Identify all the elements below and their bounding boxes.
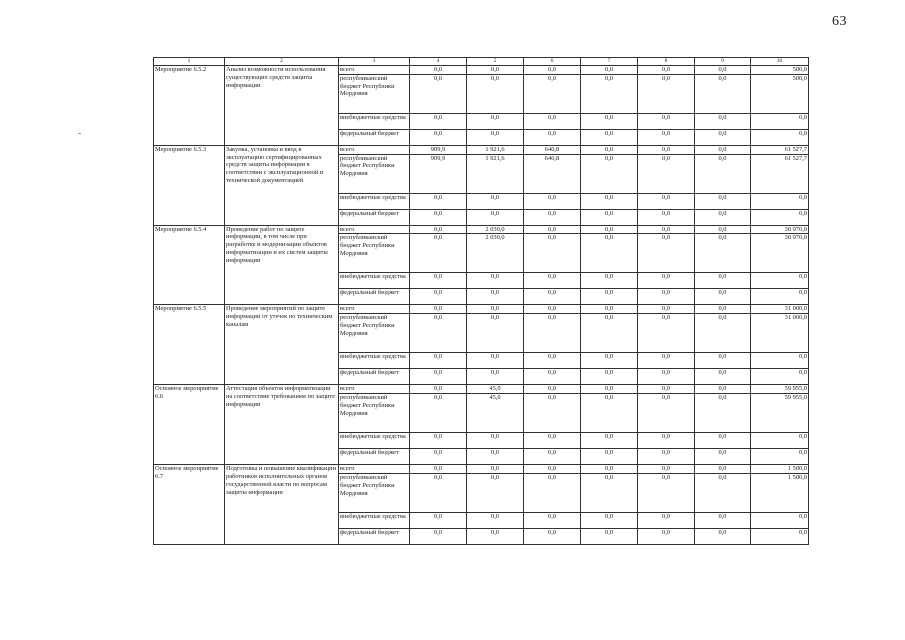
value-cell-col-4: 0,0 <box>410 512 467 528</box>
value-cell-col-6: 0,0 <box>524 394 581 433</box>
value-cell-col-6: 0,0 <box>524 289 581 305</box>
value-cell-col-9: 0,0 <box>695 385 751 394</box>
value-cell-col-6: 0,0 <box>524 433 581 449</box>
value-cell-col-6: 0,0 <box>524 314 581 353</box>
value-cell-col-5: 45,0 <box>467 394 524 433</box>
value-cell-col-9: 0,0 <box>695 305 751 314</box>
value-cell-col-10: 0,0 <box>751 193 809 209</box>
value-cell-col-10: 31 000,0 <box>751 305 809 314</box>
value-cell-col-5: 0,0 <box>467 465 524 474</box>
value-cell-col-6: 0,0 <box>524 66 581 75</box>
value-cell-col-4: 0,0 <box>410 234 467 273</box>
table-body <box>154 66 809 545</box>
value-cell-col-9: 0,0 <box>695 353 751 369</box>
value-cell-col-7: 0,0 <box>581 289 638 305</box>
value-cell-col-5: 0,0 <box>467 289 524 305</box>
value-cell-col-7: 0,0 <box>581 314 638 353</box>
value-cell-col-10: 0,0 <box>751 209 809 225</box>
value-cell-col-9: 0,0 <box>695 154 751 193</box>
value-cell-col-4: 0,0 <box>410 273 467 289</box>
funding-source: республиканский бюджет Республики Мордовия <box>339 394 410 433</box>
funding-source: республиканский бюджет Республики Мордовия <box>339 74 410 113</box>
activity-name: Мероприятие 6.5.5 <box>154 305 225 385</box>
value-cell-col-10: 0,0 <box>751 369 809 385</box>
value-cell-col-9: 0,0 <box>695 66 751 75</box>
funding-source: республиканский бюджет Республики Мордовия <box>339 314 410 353</box>
value-cell-col-6: 0,0 <box>524 74 581 113</box>
value-cell-col-10: 0,0 <box>751 353 809 369</box>
value-cell-col-9: 0,0 <box>695 129 751 145</box>
value-cell-col-4: 0,0 <box>410 449 467 465</box>
activity-description: Аттестация объектов информатизации на соответствие требованиям по защите информации <box>225 385 339 465</box>
value-cell-col-6: 0,0 <box>524 449 581 465</box>
activity-description: Закупка, установка и ввод в эксплуатацию сертифицированных средств защиты информации в соответствии с эксплуатационной и технической документацией <box>225 145 339 225</box>
value-cell-col-5: 2 030,0 <box>467 234 524 273</box>
value-cell-col-10: 0,0 <box>751 273 809 289</box>
table-header <box>154 58 809 66</box>
value-cell-col-7: 0,0 <box>581 473 638 512</box>
column-header-6: 6 <box>524 58 581 66</box>
value-cell-col-6: 0,0 <box>524 234 581 273</box>
value-cell-col-10: 61 527,7 <box>751 145 809 154</box>
value-cell-col-4: 0,0 <box>410 433 467 449</box>
value-cell-col-9: 0,0 <box>695 145 751 154</box>
table-row <box>154 385 809 394</box>
value-cell-col-9: 0,0 <box>695 369 751 385</box>
value-cell-col-7: 0,0 <box>581 225 638 234</box>
value-cell-col-7: 0,0 <box>581 528 638 544</box>
funding-source: всего <box>339 225 410 234</box>
value-cell-col-8: 0,0 <box>638 433 695 449</box>
value-cell-col-9: 0,0 <box>695 273 751 289</box>
value-cell-col-7: 0,0 <box>581 512 638 528</box>
value-cell-col-10: 0,0 <box>751 289 809 305</box>
value-cell-col-8: 0,0 <box>638 66 695 75</box>
table-row <box>154 145 809 154</box>
value-cell-col-9: 0,0 <box>695 528 751 544</box>
funding-source: всего <box>339 66 410 75</box>
table-row <box>154 305 809 314</box>
value-cell-col-9: 0,0 <box>695 225 751 234</box>
value-cell-col-7: 0,0 <box>581 193 638 209</box>
value-cell-col-8: 0,0 <box>638 209 695 225</box>
column-header-9: 9 <box>695 58 751 66</box>
value-cell-col-8: 0,0 <box>638 314 695 353</box>
value-cell-col-9: 0,0 <box>695 394 751 433</box>
value-cell-col-10: 59 955,0 <box>751 385 809 394</box>
value-cell-col-8: 0,0 <box>638 289 695 305</box>
value-cell-col-8: 0,0 <box>638 74 695 113</box>
value-cell-col-9: 0,0 <box>695 289 751 305</box>
value-cell-col-10: 0,0 <box>751 449 809 465</box>
activity-description: Подготовка и повышение квалификации работников исполнительных органов государственной власти по вопросам защиты информации <box>225 465 339 545</box>
value-cell-col-4: 909,9 <box>410 145 467 154</box>
value-cell-col-10: 31 000,0 <box>751 314 809 353</box>
value-cell-col-5: 0,0 <box>467 193 524 209</box>
value-cell-col-6: 0,0 <box>524 193 581 209</box>
value-cell-col-5: 0,0 <box>467 129 524 145</box>
activity-description: Проведение мероприятий по защите информации от утечек по техническим каналам <box>225 305 339 385</box>
value-cell-col-7: 0,0 <box>581 394 638 433</box>
value-cell-col-4: 0,0 <box>410 369 467 385</box>
page-number: 63 <box>832 14 847 29</box>
value-cell-col-7: 0,0 <box>581 385 638 394</box>
value-cell-col-7: 0,0 <box>581 273 638 289</box>
value-cell-col-5: 0,0 <box>467 305 524 314</box>
value-cell-col-10: 500,0 <box>751 74 809 113</box>
value-cell-col-8: 0,0 <box>638 225 695 234</box>
value-cell-col-6: 640,8 <box>524 145 581 154</box>
funding-source: федеральный бюджет <box>339 129 410 145</box>
funding-source: внебюджетные средства <box>339 353 410 369</box>
value-cell-col-6: 0,0 <box>524 129 581 145</box>
activity-description: Проведение работ по защите информации, в том числе при разработке и модернизации объектов информатизации и их систем защиты информации <box>225 225 339 305</box>
value-cell-col-5: 0,0 <box>467 66 524 75</box>
value-cell-col-7: 0,0 <box>581 74 638 113</box>
value-cell-col-5: 0,0 <box>467 74 524 113</box>
margin-mark <box>78 133 81 134</box>
value-cell-col-5: 2 030,0 <box>467 225 524 234</box>
value-cell-col-10: 59 955,0 <box>751 394 809 433</box>
value-cell-col-5: 0,0 <box>467 433 524 449</box>
value-cell-col-10: 0,0 <box>751 528 809 544</box>
value-cell-col-6: 0,0 <box>524 225 581 234</box>
value-cell-col-6: 640,8 <box>524 154 581 193</box>
value-cell-col-10: 30 970,0 <box>751 225 809 234</box>
activity-name: Мероприятие 6.5.2 <box>154 66 225 146</box>
value-cell-col-8: 0,0 <box>638 449 695 465</box>
column-header-2: 2 <box>225 58 339 66</box>
value-cell-col-9: 0,0 <box>695 449 751 465</box>
value-cell-col-6: 0,0 <box>524 353 581 369</box>
value-cell-col-9: 0,0 <box>695 512 751 528</box>
value-cell-col-8: 0,0 <box>638 369 695 385</box>
value-cell-col-4: 0,0 <box>410 74 467 113</box>
value-cell-col-10: 1 500,0 <box>751 473 809 512</box>
value-cell-col-6: 0,0 <box>524 273 581 289</box>
value-cell-col-8: 0,0 <box>638 273 695 289</box>
column-header-5: 5 <box>467 58 524 66</box>
value-cell-col-10: 0,0 <box>751 433 809 449</box>
value-cell-col-5: 0,0 <box>467 449 524 465</box>
funding-source: республиканский бюджет Республики Мордовия <box>339 473 410 512</box>
value-cell-col-7: 0,0 <box>581 129 638 145</box>
value-cell-col-5: 0,0 <box>467 273 524 289</box>
value-cell-col-7: 0,0 <box>581 113 638 129</box>
value-cell-col-6: 0,0 <box>524 512 581 528</box>
value-cell-col-4: 0,0 <box>410 305 467 314</box>
value-cell-col-7: 0,0 <box>581 305 638 314</box>
value-cell-col-4: 0,0 <box>410 289 467 305</box>
activity-name: Мероприятие 6.5.3 <box>154 145 225 225</box>
value-cell-col-4: 0,0 <box>410 314 467 353</box>
value-cell-col-4: 0,0 <box>410 193 467 209</box>
value-cell-col-5: 0,0 <box>467 113 524 129</box>
value-cell-col-9: 0,0 <box>695 234 751 273</box>
value-cell-col-4: 0,0 <box>410 473 467 512</box>
value-cell-col-7: 0,0 <box>581 353 638 369</box>
value-cell-col-10: 0,0 <box>751 129 809 145</box>
value-cell-col-8: 0,0 <box>638 154 695 193</box>
table-row <box>154 465 809 474</box>
column-header-3: 3 <box>339 58 410 66</box>
column-header-1: 1 <box>154 58 225 66</box>
value-cell-col-6: 0,0 <box>524 369 581 385</box>
value-cell-col-4: 909,9 <box>410 154 467 193</box>
funding-source: внебюджетные средства <box>339 273 410 289</box>
value-cell-col-8: 0,0 <box>638 129 695 145</box>
value-cell-col-9: 0,0 <box>695 433 751 449</box>
funding-source: федеральный бюджет <box>339 289 410 305</box>
value-cell-col-7: 0,0 <box>581 369 638 385</box>
column-header-10: 10 <box>751 58 809 66</box>
value-cell-col-7: 0,0 <box>581 154 638 193</box>
column-header-4: 4 <box>410 58 467 66</box>
table-row <box>154 225 809 234</box>
value-cell-col-6: 0,0 <box>524 528 581 544</box>
funding-source: внебюджетные средства <box>339 433 410 449</box>
funding-source: федеральный бюджет <box>339 449 410 465</box>
value-cell-col-6: 0,0 <box>524 305 581 314</box>
value-cell-col-4: 0,0 <box>410 225 467 234</box>
value-cell-col-9: 0,0 <box>695 113 751 129</box>
value-cell-col-7: 0,0 <box>581 209 638 225</box>
value-cell-col-5: 1 921,6 <box>467 154 524 193</box>
value-cell-col-9: 0,0 <box>695 209 751 225</box>
funding-source: всего <box>339 385 410 394</box>
value-cell-col-9: 0,0 <box>695 74 751 113</box>
funding-source: внебюджетные средства <box>339 193 410 209</box>
activity-description: Анализ возможности использования существующих средств защиты информации <box>225 66 339 146</box>
value-cell-col-8: 0,0 <box>638 465 695 474</box>
funding-source: всего <box>339 145 410 154</box>
column-header-7: 7 <box>581 58 638 66</box>
value-cell-col-4: 0,0 <box>410 385 467 394</box>
value-cell-col-8: 0,0 <box>638 394 695 433</box>
value-cell-col-8: 0,0 <box>638 353 695 369</box>
value-cell-col-8: 0,0 <box>638 234 695 273</box>
value-cell-col-7: 0,0 <box>581 465 638 474</box>
value-cell-col-5: 0,0 <box>467 512 524 528</box>
value-cell-col-9: 0,0 <box>695 193 751 209</box>
value-cell-col-9: 0,0 <box>695 465 751 474</box>
value-cell-col-10: 0,0 <box>751 512 809 528</box>
value-cell-col-9: 0,0 <box>695 314 751 353</box>
value-cell-col-8: 0,0 <box>638 193 695 209</box>
budget-table <box>153 57 809 545</box>
funding-source: республиканский бюджет Республики Мордовия <box>339 154 410 193</box>
value-cell-col-4: 0,0 <box>410 528 467 544</box>
value-cell-col-10: 0,0 <box>751 113 809 129</box>
funding-source: республиканский бюджет Республики Мордовия <box>339 234 410 273</box>
value-cell-col-6: 0,0 <box>524 473 581 512</box>
value-cell-col-7: 0,0 <box>581 234 638 273</box>
value-cell-col-6: 0,0 <box>524 113 581 129</box>
value-cell-col-4: 0,0 <box>410 113 467 129</box>
value-cell-col-10: 1 500,0 <box>751 465 809 474</box>
value-cell-col-5: 0,0 <box>467 528 524 544</box>
value-cell-col-8: 0,0 <box>638 145 695 154</box>
value-cell-col-8: 0,0 <box>638 473 695 512</box>
value-cell-col-5: 0,0 <box>467 473 524 512</box>
funding-source: федеральный бюджет <box>339 528 410 544</box>
value-cell-col-8: 0,0 <box>638 385 695 394</box>
value-cell-col-7: 0,0 <box>581 66 638 75</box>
value-cell-col-10: 61 527,7 <box>751 154 809 193</box>
funding-source: внебюджетные средства <box>339 512 410 528</box>
value-cell-col-9: 0,0 <box>695 473 751 512</box>
value-cell-col-5: 0,0 <box>467 369 524 385</box>
activity-name: Мероприятие 6.5.4 <box>154 225 225 305</box>
column-header-8: 8 <box>638 58 695 66</box>
value-cell-col-4: 0,0 <box>410 394 467 433</box>
value-cell-col-8: 0,0 <box>638 113 695 129</box>
value-cell-col-4: 0,0 <box>410 129 467 145</box>
value-cell-col-10: 30 970,0 <box>751 234 809 273</box>
value-cell-col-7: 0,0 <box>581 145 638 154</box>
table-row <box>154 66 809 75</box>
value-cell-col-7: 0,0 <box>581 433 638 449</box>
value-cell-col-6: 0,0 <box>524 385 581 394</box>
value-cell-col-7: 0,0 <box>581 449 638 465</box>
value-cell-col-5: 0,0 <box>467 314 524 353</box>
funding-source: федеральный бюджет <box>339 369 410 385</box>
value-cell-col-5: 45,0 <box>467 385 524 394</box>
value-cell-col-5: 1 921,6 <box>467 145 524 154</box>
value-cell-col-4: 0,0 <box>410 209 467 225</box>
funding-source: всего <box>339 465 410 474</box>
value-cell-col-5: 0,0 <box>467 209 524 225</box>
funding-source: федеральный бюджет <box>339 209 410 225</box>
value-cell-col-6: 0,0 <box>524 465 581 474</box>
value-cell-col-5: 0,0 <box>467 353 524 369</box>
value-cell-col-6: 0,0 <box>524 209 581 225</box>
value-cell-col-10: 500,0 <box>751 66 809 75</box>
activity-name: Основное мероприятие 6.7 <box>154 465 225 545</box>
funding-source: всего <box>339 305 410 314</box>
value-cell-col-8: 0,0 <box>638 305 695 314</box>
funding-source: внебюджетные средства <box>339 113 410 129</box>
value-cell-col-8: 0,0 <box>638 528 695 544</box>
value-cell-col-4: 0,0 <box>410 465 467 474</box>
value-cell-col-4: 0,0 <box>410 66 467 75</box>
activity-name: Основное мероприятие 6.6 <box>154 385 225 465</box>
value-cell-col-4: 0,0 <box>410 353 467 369</box>
value-cell-col-8: 0,0 <box>638 512 695 528</box>
